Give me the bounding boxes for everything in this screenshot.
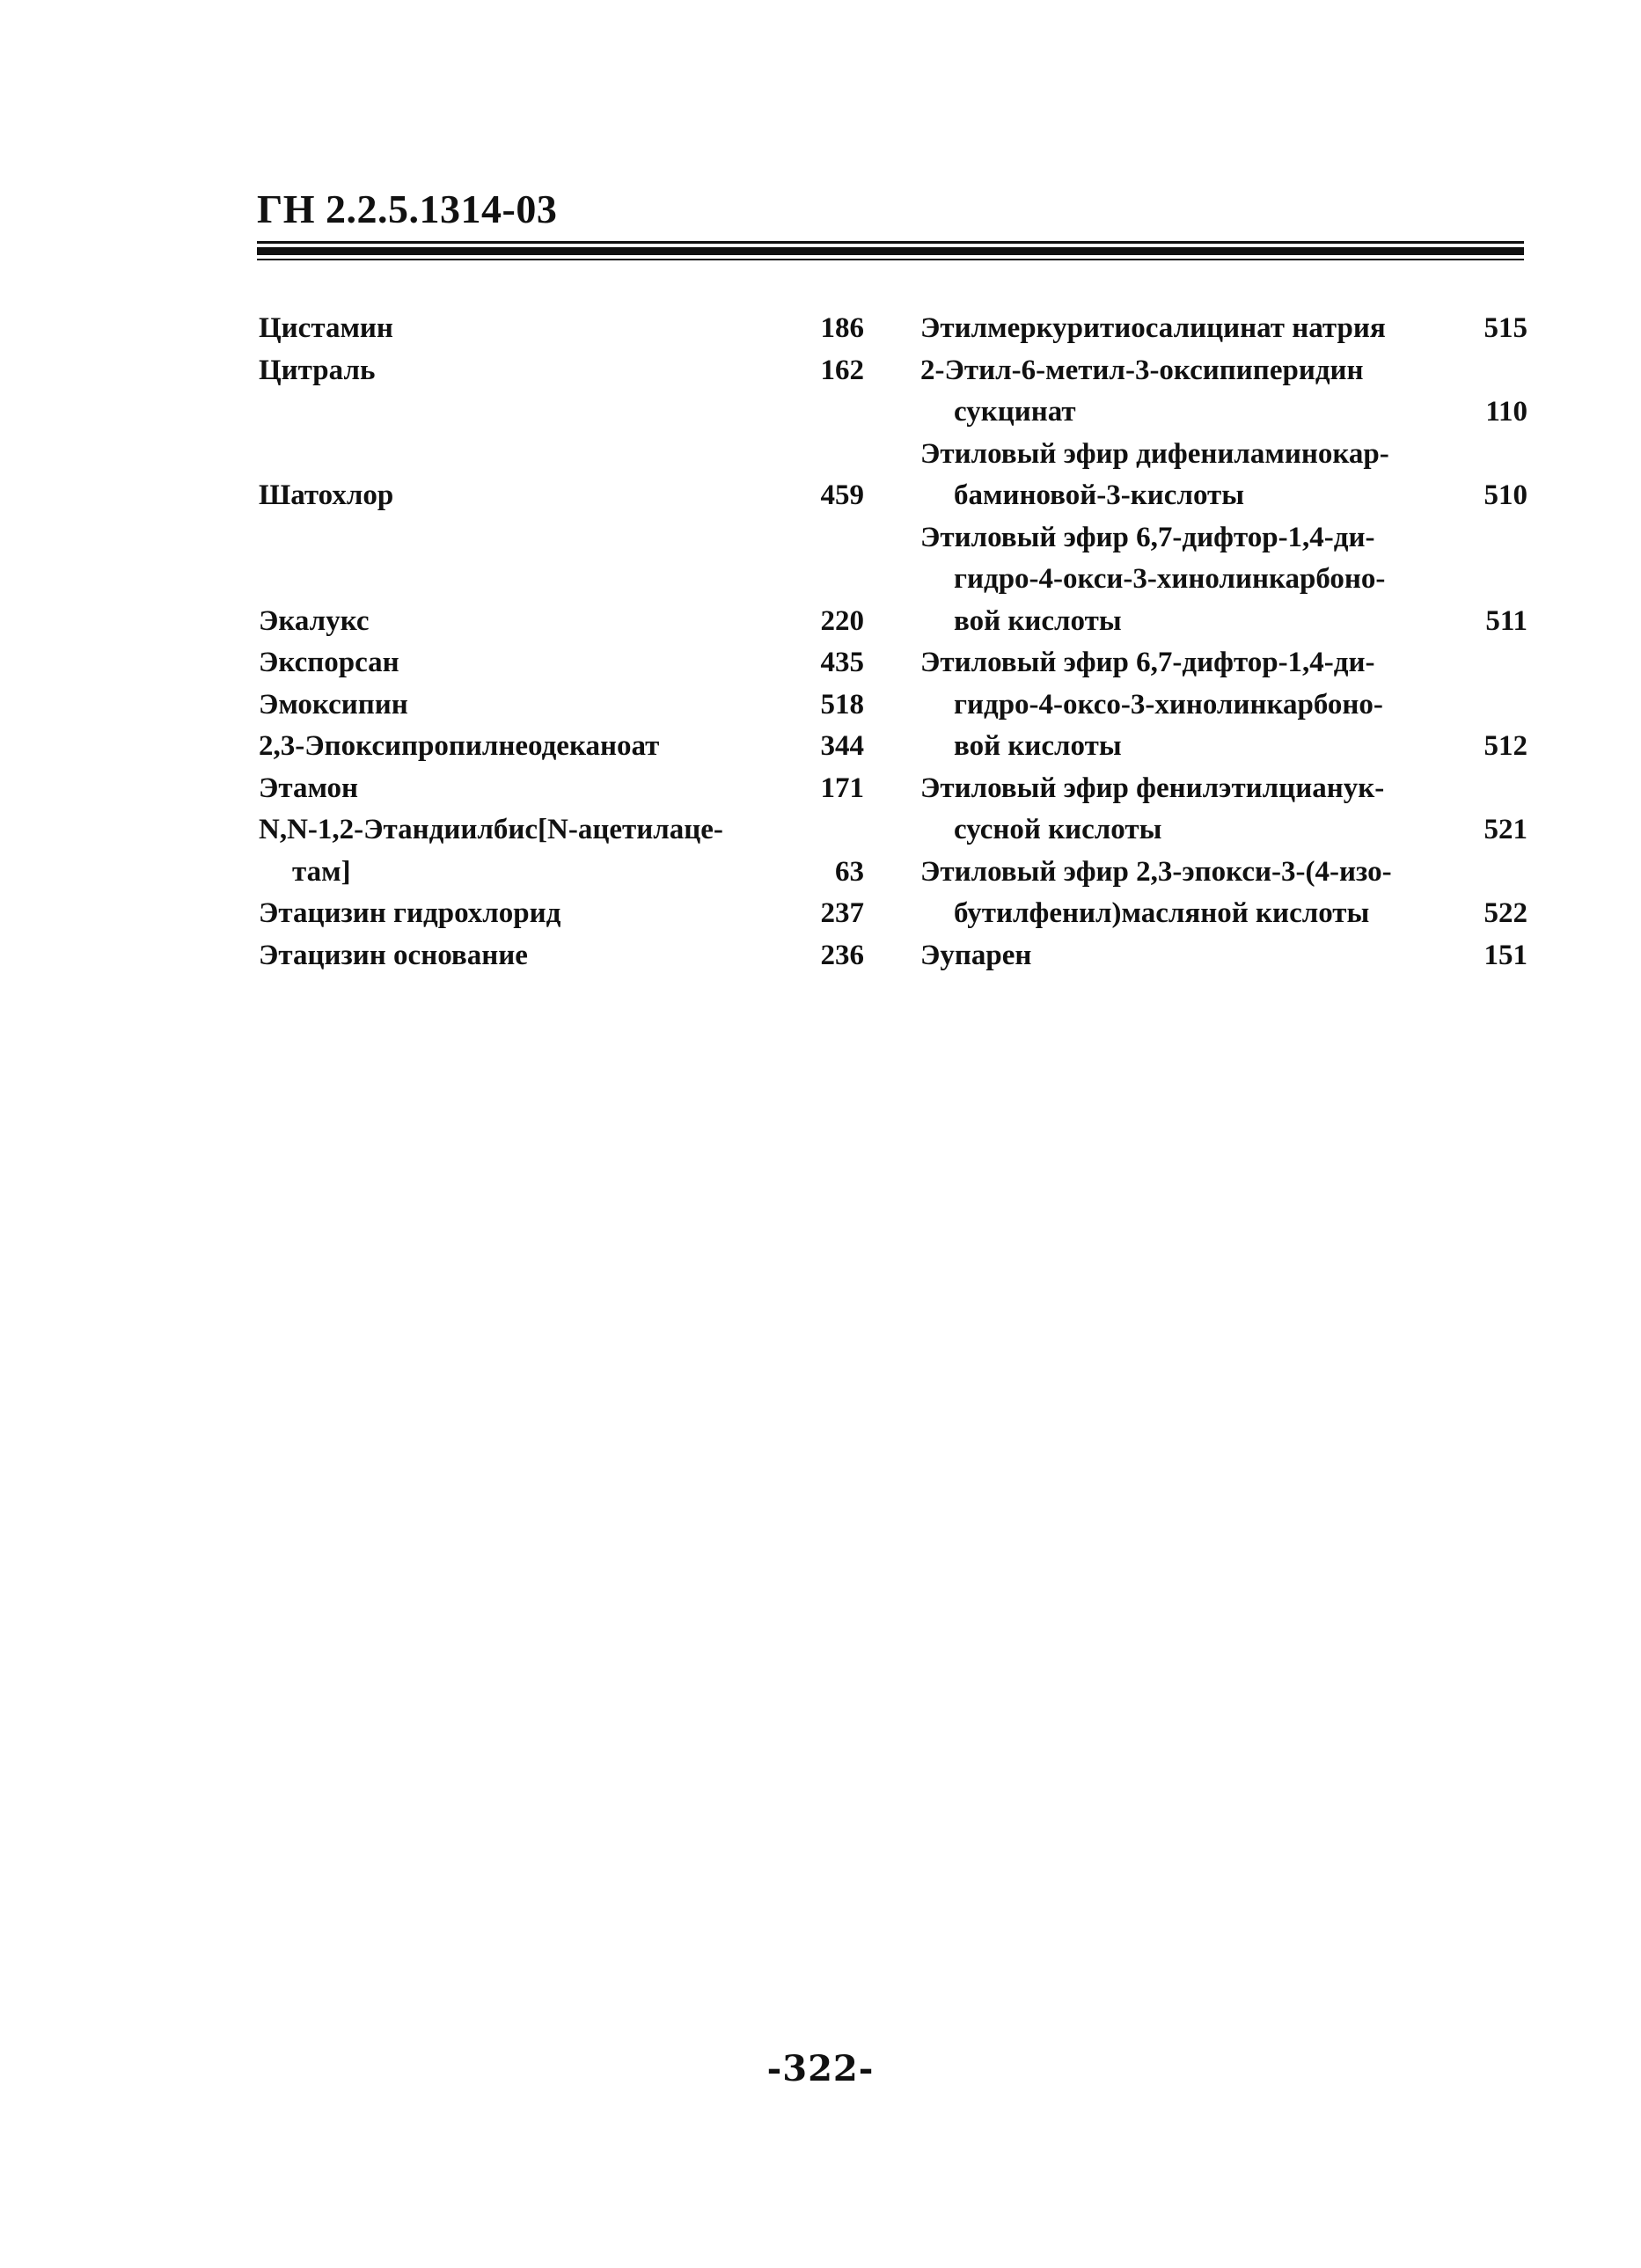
index-entry-page: 515 [1483, 312, 1527, 344]
index-entry [259, 308, 864, 350]
index-entry [920, 517, 1527, 643]
index-entry-page: 518 [820, 688, 864, 721]
index-entry-name: Экспорсан [259, 647, 399, 678]
index-entry-page: 435 [820, 647, 864, 678]
index-entry-name [920, 517, 1527, 643]
index-entry-name-line: Этиловый эфир 2,3-эпокси-3-(4-изо- [920, 855, 1392, 888]
index-entry-name-line: сусной кислоты [954, 814, 1162, 845]
index-entry-name: Этацизин гидрохлорид [259, 897, 561, 929]
index-entry-name-line: Этиловый эфир дифениламинокар- [920, 437, 1389, 470]
header-rule-thick [257, 247, 1524, 255]
index-entry-name-line: там] [292, 855, 351, 888]
index-entry-page: 186 [820, 312, 864, 344]
index-entry-page: 151 [1483, 939, 1527, 971]
index-entry-name: 2,3-Эпоксипропилнеодеканоат [259, 730, 660, 762]
index-entry-page: 521 [1483, 814, 1527, 845]
index-entry-name: Этамон [259, 772, 359, 804]
index-entry-name-line: гидро-4-оксо-3-хинолинкарбоно- [954, 688, 1383, 721]
index-entry [920, 350, 1527, 434]
index-entry [259, 809, 864, 893]
index-entry [259, 601, 864, 643]
index-entry-page: 512 [1483, 730, 1527, 762]
index-entry [920, 434, 1527, 517]
index-entry [259, 642, 864, 684]
index-entry-name [920, 434, 1527, 517]
index-entry [920, 935, 1527, 977]
header-rule-top [257, 241, 1524, 244]
page-number: -322- [766, 2048, 875, 2089]
index-entry [920, 768, 1527, 852]
blank-space [259, 517, 864, 601]
index-entry-page: 162 [820, 354, 864, 386]
blank-space [259, 391, 864, 475]
index-entry-page: 63 [835, 855, 864, 888]
index-entry-name: Цистамин [259, 312, 393, 344]
index-entry-page: 510 [1483, 479, 1527, 511]
index-entry-page: 344 [820, 730, 864, 762]
index-column-right [920, 308, 1527, 977]
index-entry [259, 893, 864, 935]
index-entry [259, 475, 864, 517]
index-entry-name: Цитраль [259, 354, 376, 386]
index-entry [259, 935, 864, 977]
index-entry [920, 852, 1527, 935]
index-entry-page: 220 [820, 604, 864, 637]
index-entry [920, 642, 1527, 768]
header-rule-bottom [257, 259, 1524, 260]
index-entry-name-line: Этиловый эфир 6,7-дифтор-1,4-ди- [920, 521, 1375, 553]
index-entry-name-line: баминовой-3-кислоты [954, 479, 1244, 511]
index-column-left [259, 308, 864, 977]
index-entry [259, 726, 864, 768]
index-entry [259, 768, 864, 810]
index-entry [259, 350, 864, 392]
index-entry-name-line: 2-Этил-6-метил-3-оксипиперидин [920, 354, 1364, 386]
index-entry-page: 110 [1485, 396, 1527, 428]
index-entry-name: Экалукс [259, 604, 370, 637]
index-entry [920, 308, 1527, 350]
index-entry-name [259, 809, 864, 893]
index-entry-page: 237 [820, 897, 864, 929]
index-entry-name: Этилмеркуритиосалицинат натрия [920, 312, 1386, 344]
index-entry-name-line: Этиловый эфир 6,7-дифтор-1,4-ди- [920, 647, 1375, 678]
index-entry-name [920, 768, 1527, 852]
index-entry-name-line: N,N-1,2-Этандиилбис[N-ацетилаце- [259, 814, 723, 845]
index-entry-name: Эмоксипин [259, 688, 408, 721]
document-code: ГН 2.2.5.1314-03 [257, 187, 558, 231]
index-entry-name [920, 852, 1527, 935]
index-entry-name: Шатохлор [259, 479, 394, 511]
index-entry-name [920, 642, 1527, 768]
index-entry-name: Этацизин основание [259, 939, 528, 971]
index-entry-name-line: сукцинат [954, 396, 1076, 428]
index-entry-page: 171 [820, 772, 864, 804]
index-entry-name-line: Этиловый эфир фенилэтилцианук- [920, 772, 1385, 804]
index-entry-name-line: гидро-4-окси-3-хинолинкарбоно- [954, 563, 1386, 595]
index-entry-page: 236 [820, 939, 864, 971]
index-entry-name [920, 350, 1527, 434]
index-entry-name-line: вой кислоты [954, 604, 1122, 637]
index-entry-name: Эупарен [920, 939, 1032, 971]
index-entry-page: 522 [1483, 897, 1527, 929]
index-entry-name-line: бутилфенил)масляной кислоты [954, 897, 1370, 929]
index-entry-page: 511 [1485, 604, 1527, 637]
index-entry-name-line: вой кислоты [954, 730, 1122, 762]
index-entry-page: 459 [820, 479, 864, 511]
index-entry [259, 684, 864, 727]
